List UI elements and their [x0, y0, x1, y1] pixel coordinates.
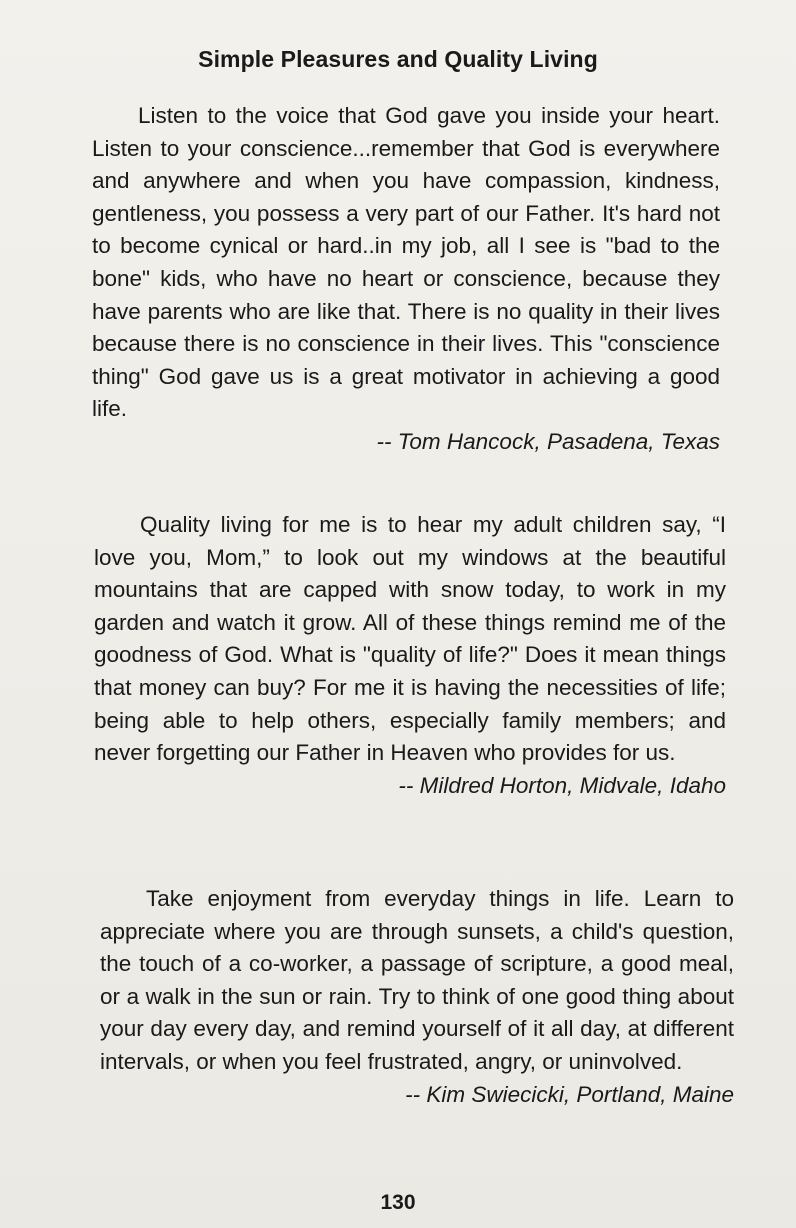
- entry: [92, 100, 720, 458]
- entry-attribution: -- Tom Hancock, Pasadena, Texas: [376, 428, 720, 454]
- page-number: 130: [380, 1191, 416, 1214]
- entry-attribution: -- Kim Swiecicki, Portland, Maine: [405, 1081, 734, 1107]
- entry: [94, 509, 726, 802]
- entry-text: Take enjoyment from everyday things in life. Learn to appreciate where you are through sunsets, a child's question, the touch of a co-worker, a passage of scripture, a good meal, or a walk in the sun or rain. Try to think of one good thing about your day every day, and remind yourself of it all day, at different intervals, or when you feel frustrated, angry, or uninvolved.: [100, 886, 734, 1074]
- entry-attribution: -- Mildred Horton, Midvale, Idaho: [398, 772, 726, 798]
- entry-text: Quality living for me is to hear my adult children say, “I love you, Mom,” to look out my windows at the beautiful mountains that are capped with snow today, to work in my garden and watch it grow. All of these things remind me of the goodness of God. What is "quality of life?" Does it mean things that money can buy? For me it is having the necessities of life; being able to help others, especially family members; and never forgetting our Father in Heaven who provides for us.: [94, 512, 726, 766]
- entry-text: Listen to the voice that God gave you inside your heart. Listen to your conscience...remember that God is everywhere and anywhere and when you have compassion, kindness, gentleness, you possess a very part of our Father. It's hard not to become cynical or hard..in my job, all I see is "bad to the bone" kids, who have no heart or conscience, because they have parents who are like that. There is no quality in their lives because there is no conscience in their lives. This "conscience thing" God gave us is a great motivator in achieving a good life.: [92, 103, 720, 422]
- page-title: Simple Pleasures and Quality Living: [198, 46, 598, 72]
- entry: [100, 883, 734, 1111]
